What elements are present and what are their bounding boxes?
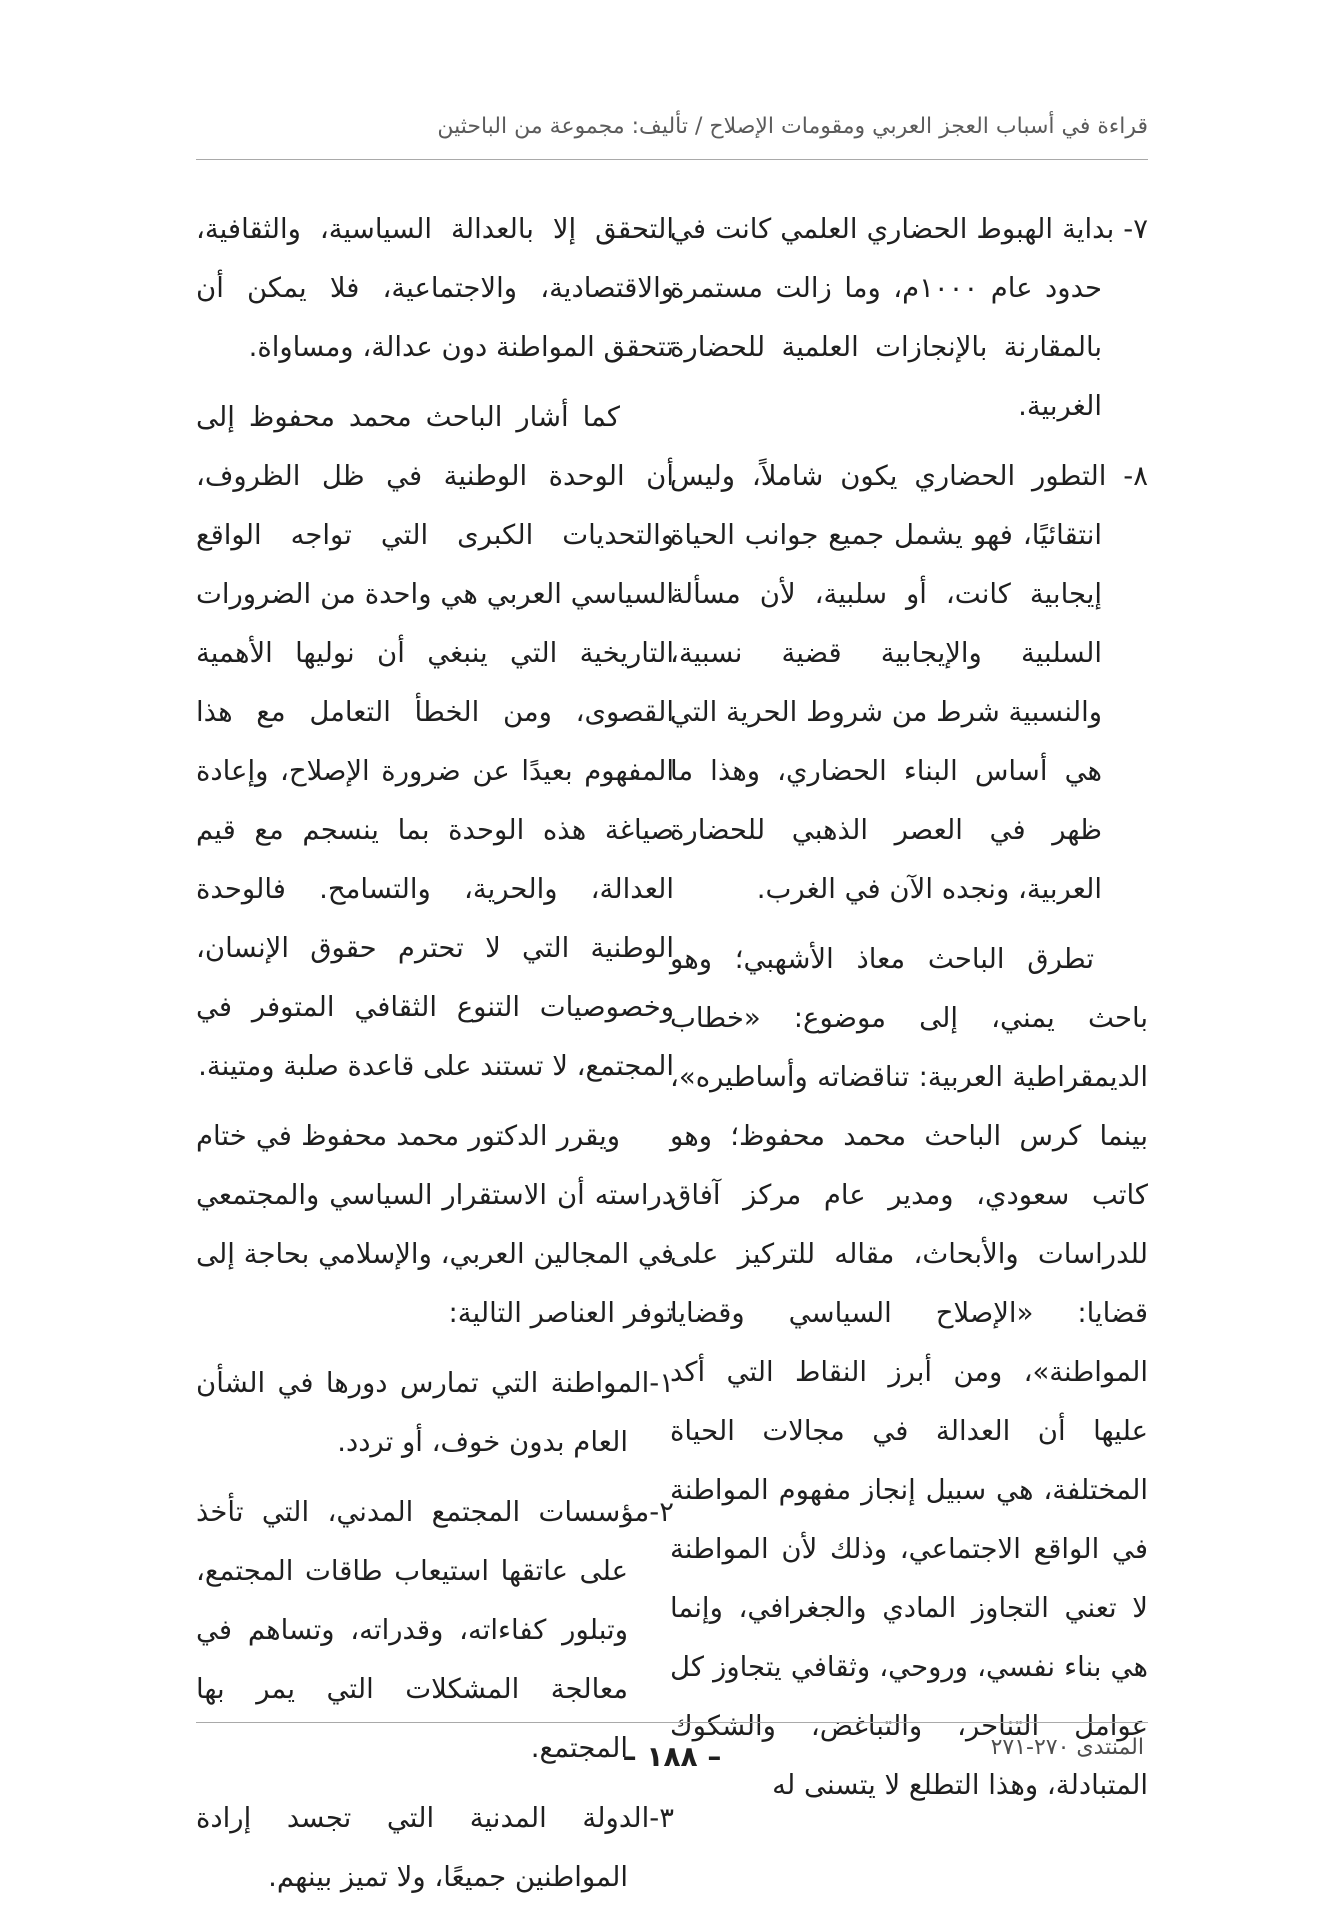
- list-item-3: ٣-الدولة المدنية التي تجسد إرادة المواطنين جميعًا، ولا تميز بينهم.: [196, 1802, 674, 1893]
- journal-name: المنتدى ٢٧٠-٢٧١: [990, 1735, 1144, 1760]
- running-header: قراءة في أسباب العجز العربي ومقومات الإصلاح / تأليف: مجموعة من الباحثين: [437, 114, 1148, 139]
- paragraph-conclusion: ويقرر الدكتور محمد محفوظ في ختام دراسته أن الاستقرار السياسي والمجتمعي في المجالين العربي، والإسلامي بحاجة إلى توفر العناصر التالية:: [196, 1120, 674, 1329]
- header-rule: [196, 159, 1148, 160]
- list-item-1: ١-المواطنة التي تمارس دورها في الشأن العام بدون خوف، أو تردد.: [196, 1367, 674, 1458]
- paragraph-continuation: التحقق إلا بالعدالة السياسية، والثقافية، والاقتصادية، والاجتماعية، فلا يمكن أن تتحقق المواطنة دون عدالة، ومساواة.: [196, 213, 674, 363]
- paragraph-national-unity: كما أشار الباحث محمد محفوظ إلى أن الوحدة الوطنية في ظل الظروف، والتحديات الكبرى التي تواجه الواقع السياسي العربي هي واحدة من الضرورات التاريخية التي ينبغي أن نوليها الأهمية القصوى، ومن الخطأ التعامل مع هذا المفهوم بعيدًا عن ضرورة الإصلاح، وإعادة صياغة هذه الوحدة بما ينسجم مع قيم العدالة، والحرية، والتسامح. فالوحدة الوطنية التي لا تحترم حقوق الإنسان، وخصوصيات التنوع الثقافي المتوفر في المجتمع، لا تستند على قاعدة صلبة ومتينة.: [196, 401, 674, 1082]
- list-item-7: ٧- بداية الهبوط الحضاري العلمي كانت في حدود عام ١٠٠٠م، وما زالت مستمرة بالمقارنة بالإنجازات العلمية للحضارة الغربية.: [670, 213, 1148, 422]
- right-column: [670, 200, 1148, 1815]
- list-item-2: ٢-مؤسسات المجتمع المدني، التي تأخذ على عاتقها استيعاب طاقات المجتمع، وتبلور كفاءاته، وقدراته، وتساهم في معالجة المشكلات التي يمر بها المجتمع.: [196, 1496, 674, 1764]
- list-item-8: ٨- التطور الحضاري يكون شاملاً، وليس انتقائيًا، فهو يشمل جميع جوانب الحياة إيجابية كانت، أو سلبية، لأن مسألة السلبية والإيجابية قضية نسبية، والنسبية شرط من شروط الحرية التي هي أساس البناء الحضاري، وهذا ما ظهر في العصر الذهبي للحضارة العربية، ونجده الآن في الغرب.: [670, 460, 1148, 905]
- paragraph-ashhabi: تطرق الباحث معاذ الأشهبي؛ وهو باحث يمني، إلى موضوع: «خطاب الديمقراطية العربية: تناقضاته وأساطيره»، بينما كرس الباحث محمد محفوظ؛ وهو كاتب سعودي، ومدير عام مركز آفاق للدراسات والأبحاث، مقاله للتركيز على قضايا: «الإصلاح السياسي وقضايا المواطنة»، ومن أبرز النقاط التي أكد عليها أن العدالة في مجالات الحياة المختلفة، هي سبيل إنجاز مفهوم المواطنة في الواقع الاجتماعي، وذلك لأن المواطنة لا تعني التجاوز المادي والجغرافي، وإنما هي بناء نفسي، وروحي، وثقافي يتجاوز كل عوامل التناحر، والتباغض، والشكوك المتبادلة، وهذا التطلع لا يتسنى له: [670, 943, 1148, 1801]
- page-number: – ١٨٨ –: [622, 1740, 722, 1773]
- left-column: [196, 200, 674, 1907]
- footer-rule: [196, 1722, 1148, 1723]
